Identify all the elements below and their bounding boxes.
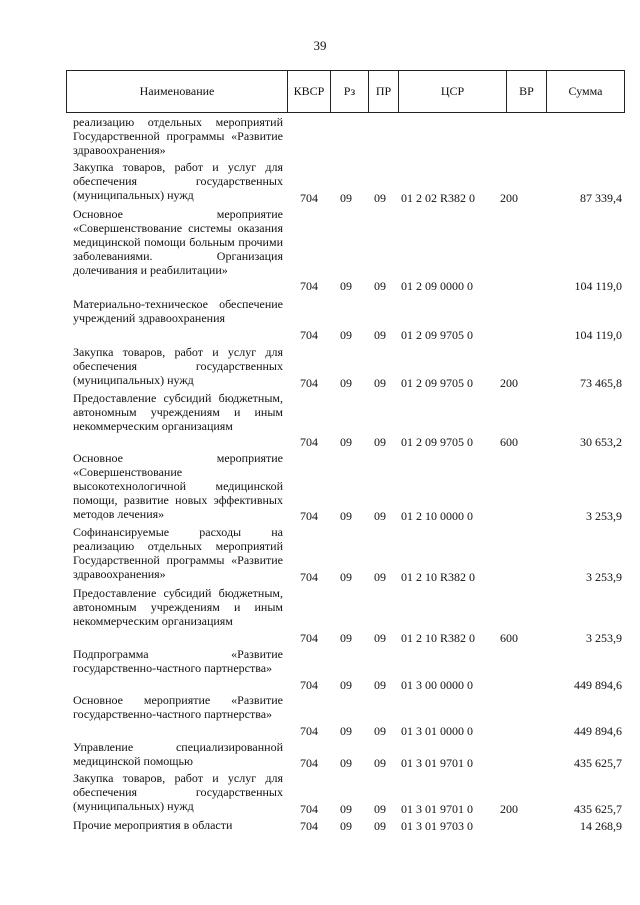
row-rz: 09 [340, 723, 352, 738]
table-row [0, 647, 640, 692]
row-pr: 09 [374, 190, 386, 205]
header-vr: ВР [507, 71, 547, 112]
header-rz: Рз [331, 71, 369, 112]
row-pr: 09 [374, 801, 386, 816]
row-rz: 09 [340, 801, 352, 816]
row-csr: 01 3 01 9703 0 [401, 818, 473, 833]
table-row [0, 297, 640, 342]
row-rz: 09 [340, 755, 352, 770]
table-row [0, 451, 640, 523]
row-sum: 449 894,6 [574, 723, 622, 738]
table-row [0, 525, 640, 584]
row-vr: 600 [500, 630, 518, 645]
row-sum: 104 119,0 [574, 327, 622, 342]
row-csr: 01 2 09 9705 0 [401, 327, 473, 342]
header-kvsr: КВСР [288, 71, 331, 112]
header-pr: ПР [369, 71, 399, 112]
row-vr: 200 [500, 375, 518, 390]
table-row [0, 818, 640, 833]
row-csr: 01 3 01 9701 0 [401, 755, 473, 770]
row-vr: 600 [500, 434, 518, 449]
row-vr: 200 [500, 190, 518, 205]
row-name: Подпрограмма «Развитие государственно-частного партнерства» [73, 647, 283, 676]
row-rz: 09 [340, 375, 352, 390]
row-pr: 09 [374, 434, 386, 449]
table-row [0, 693, 640, 738]
page-number: 39 [313, 38, 327, 53]
row-csr: 01 2 10 R382 0 [401, 569, 476, 584]
header-sum: Сумма [568, 84, 603, 98]
row-name: Закупка товаров, работ и услуг для обеспечения государственных (муниципальных) нужд [73, 160, 283, 203]
row-pr: 09 [374, 723, 386, 738]
row-name: Предоставление субсидий бюджетным, автономным учреждениям и иным некоммерческим организациям [73, 391, 283, 434]
row-kvsr: 704 [300, 755, 318, 770]
row-vr: 200 [500, 801, 518, 816]
row-kvsr: 704 [300, 508, 318, 523]
row-name: Закупка товаров, работ и услуг для обеспечения государственных (муниципальных) нужд [73, 771, 283, 814]
row-sum: 3 253,9 [586, 569, 622, 584]
row-sum: 73 465,8 [580, 375, 622, 390]
row-csr: 01 2 10 R382 0 [401, 630, 476, 645]
row-name: Предоставление субсидий бюджетным, автономным учреждениям и иным некоммерческим организациям [73, 586, 283, 629]
table-row [0, 160, 640, 205]
row-sum: 14 268,9 [580, 818, 622, 833]
row-name: Основное мероприятие «Развитие государственно-частного партнерства» [73, 693, 283, 722]
row-pr: 09 [374, 818, 386, 833]
row-kvsr: 704 [300, 434, 318, 449]
row-csr: 01 2 09 0000 0 [401, 278, 473, 293]
row-sum: 3 253,9 [586, 630, 622, 645]
row-sum: 435 625,7 [574, 801, 622, 816]
row-csr: 01 2 10 0000 0 [401, 508, 473, 523]
row-kvsr: 704 [300, 278, 318, 293]
row-csr: 01 3 00 0000 0 [401, 677, 473, 692]
row-sum: 87 339,4 [580, 190, 622, 205]
row-rz: 09 [340, 508, 352, 523]
row-name: Основное мероприятие «Совершенствование высокотехнологичной медицинской помощи, развитие новых эффективных методов лечения» [73, 451, 283, 522]
row-sum: 30 653,2 [580, 434, 622, 449]
row-name: Прочие мероприятия в области [73, 818, 233, 832]
row-rz: 09 [340, 327, 352, 342]
row-rz: 09 [340, 630, 352, 645]
row-kvsr: 704 [300, 801, 318, 816]
row-csr: 01 2 09 9705 0 [401, 434, 473, 449]
row-csr: 01 3 01 0000 0 [401, 723, 473, 738]
row-sum: 3 253,9 [586, 508, 622, 523]
row-rz: 09 [340, 818, 352, 833]
row-sum: 104 119,0 [574, 278, 622, 293]
row-csr: 01 2 09 9705 0 [401, 375, 473, 390]
row-name: Закупка товаров, работ и услуг для обеспечения государственных (муниципальных) нужд [73, 345, 283, 388]
header-name: Наименование [67, 71, 288, 112]
row-kvsr: 704 [300, 818, 318, 833]
row-kvsr: 704 [300, 630, 318, 645]
row-pr: 09 [374, 508, 386, 523]
row-sum: 449 894,6 [574, 677, 622, 692]
row-pr: 09 [374, 630, 386, 645]
row-sum: 435 625,7 [574, 755, 622, 770]
table-row [0, 391, 640, 449]
row-kvsr: 704 [300, 375, 318, 390]
row-pr: 09 [374, 569, 386, 584]
row-csr: 01 2 02 R382 0 [401, 190, 476, 205]
row-pr: 09 [374, 278, 386, 293]
row-pr: 09 [374, 755, 386, 770]
row-rz: 09 [340, 677, 352, 692]
row-rz: 09 [340, 190, 352, 205]
table-row [0, 207, 640, 293]
row-name: Основное мероприятие «Совершенствование системы оказания медицинской помощи больным прочими заболеваниями. Организация долечивания и реабилитации» [73, 207, 283, 278]
row-pr: 09 [374, 375, 386, 390]
table-row [0, 740, 640, 770]
row-name: Управление специализированной медицинской помощью [73, 740, 283, 769]
table-row [0, 586, 640, 645]
row-name: реализацию отдельных мероприятий Государственной программы «Развитие здравоохранения» [73, 115, 283, 158]
table-row [0, 115, 640, 159]
row-kvsr: 704 [300, 327, 318, 342]
table-row [0, 771, 640, 816]
row-kvsr: 704 [300, 190, 318, 205]
row-pr: 09 [374, 327, 386, 342]
table-row [0, 345, 640, 390]
table-header [66, 70, 625, 113]
row-kvsr: 704 [300, 569, 318, 584]
row-kvsr: 704 [300, 677, 318, 692]
header-csr: ЦСР [399, 71, 507, 112]
row-kvsr: 704 [300, 723, 318, 738]
row-rz: 09 [340, 278, 352, 293]
row-csr: 01 3 01 9701 0 [401, 801, 473, 816]
row-rz: 09 [340, 569, 352, 584]
row-pr: 09 [374, 677, 386, 692]
row-name: Софинансируемые расходы на реализацию отдельных мероприятий Государственной программы «Развитие здравоохранения» [73, 525, 283, 582]
row-rz: 09 [340, 434, 352, 449]
row-name: Материально-техническое обеспечение учреждений здравоохранения [73, 297, 283, 326]
